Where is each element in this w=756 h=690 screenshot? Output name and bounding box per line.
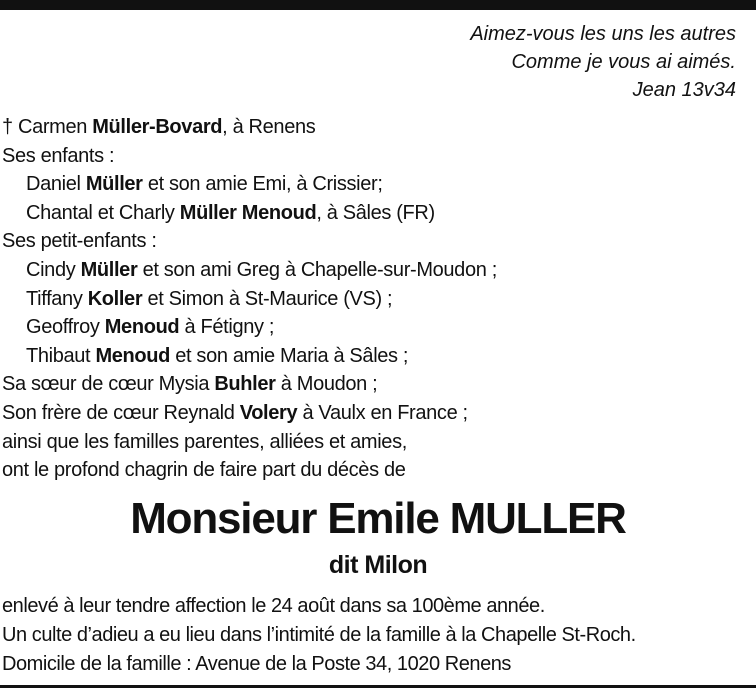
- family-line: Daniel Müller et son amie Emi, à Crissier;: [26, 173, 383, 196]
- family-line: ainsi que les familles parentes, alliées et amies,: [2, 430, 407, 453]
- closing-line-3: Domicile de la famille : Avenue de la Poste 34, 1020 Renens: [2, 653, 511, 675]
- quote-line-1: Aimez-vous les uns les autres: [470, 23, 736, 45]
- closing-text: [2, 592, 636, 679]
- bottom-border-rule: [0, 685, 756, 688]
- family-line: Ses enfants :: [2, 144, 115, 167]
- quote-line-2: Comme je vous ai aimés.: [511, 51, 736, 73]
- top-border-rule: [0, 0, 756, 10]
- family-line: Cindy Müller et son ami Greg à Chapelle-sur-Moudon ;: [26, 258, 497, 281]
- bible-quote: [470, 20, 736, 104]
- family-line: † Carmen Müller-Bovard, à Renens: [2, 116, 316, 138]
- deceased-block: [0, 492, 756, 582]
- family-announcement: [2, 113, 497, 485]
- quote-reference: Jean 13v34: [632, 79, 736, 101]
- deceased-name: Monsieur Emile MULLER: [130, 494, 626, 543]
- closing-line-1: enlevé à leur tendre affection le 24 août dans sa 100ème année.: [2, 595, 545, 617]
- closing-line-2: Un culte d’adieu a eu lieu dans l’intimité de la famille à la Chapelle St-Roch.: [2, 624, 636, 646]
- family-line: Tiffany Koller et Simon à St-Maurice (VS) ;: [26, 287, 393, 310]
- family-line: Thibaut Menoud et son amie Maria à Sâles ;: [26, 344, 409, 367]
- family-line: Geoffroy Menoud à Fétigny ;: [26, 316, 275, 339]
- family-line: ont le profond chagrin de faire part du décès de: [2, 459, 406, 482]
- deceased-nickname: dit Milon: [328, 551, 428, 579]
- family-line: Son frère de cœur Reynald Volery à Vaulx en France ;: [2, 401, 468, 424]
- family-line: Sa sœur de cœur Mysia Buhler à Moudon ;: [2, 373, 378, 396]
- family-line: Ses petit-enfants :: [2, 230, 157, 253]
- family-line: Chantal et Charly Müller Menoud, à Sâles (FR): [26, 201, 435, 224]
